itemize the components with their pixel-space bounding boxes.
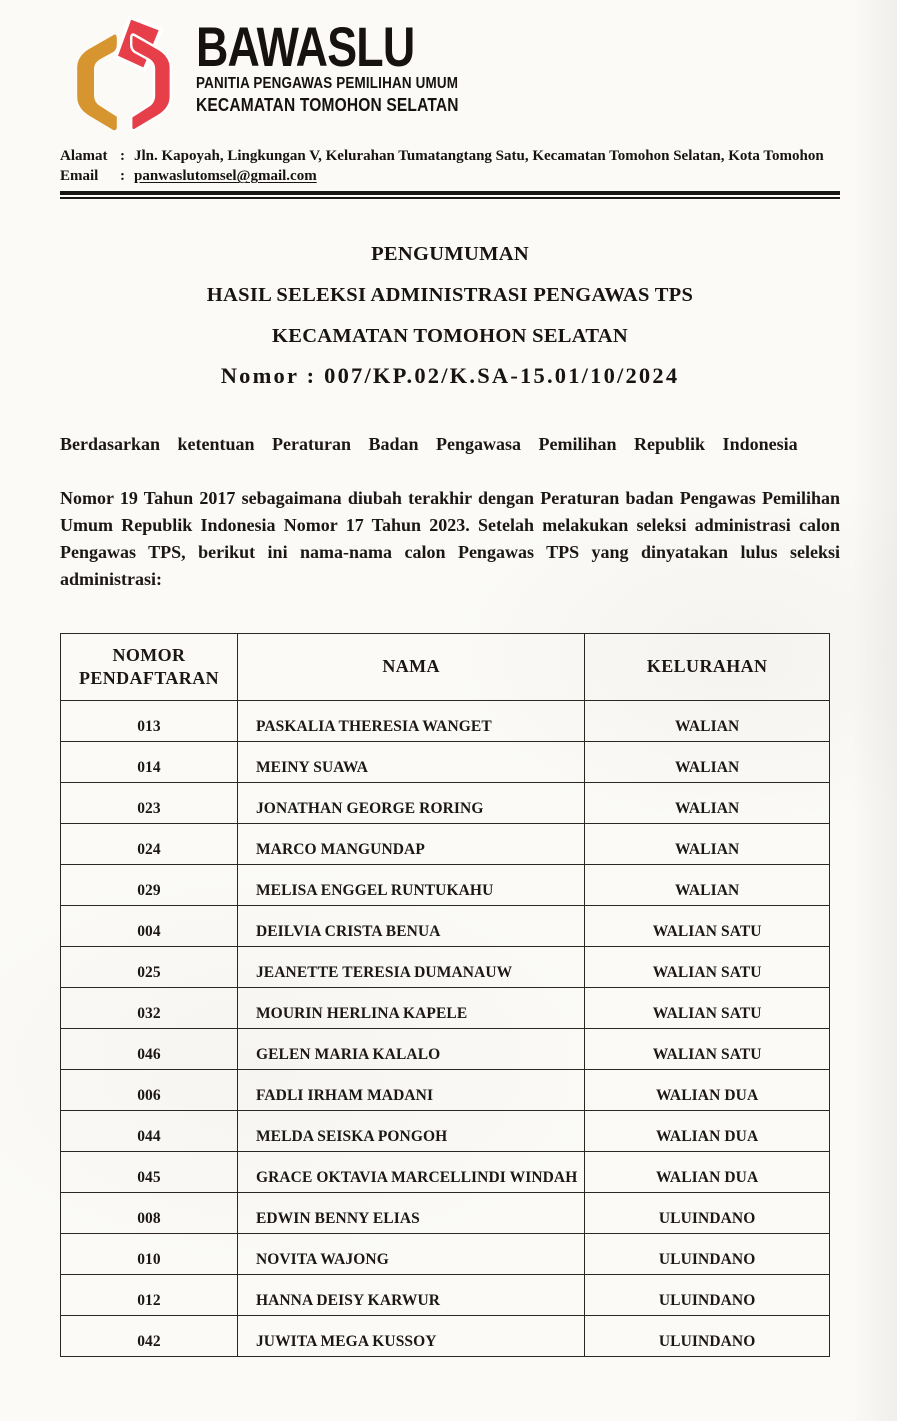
cell-nomor: 014 [61,741,238,782]
cell-kelurahan: WALIAN DUA [585,1151,830,1192]
doc-title-line3: KECAMATAN TOMOHON SELATAN [271,324,629,347]
contact-block [60,146,840,187]
cell-nomor: 013 [61,700,238,741]
cell-nomor: 006 [61,1069,238,1110]
cell-kelurahan: WALIAN [585,741,830,782]
header-nomor-pendaftaran: NOMOR PENDAFTARAN [61,633,238,700]
table-row [61,1315,830,1356]
table-row [61,741,830,782]
table-row [61,946,830,987]
table-row [61,987,830,1028]
cell-nomor: 029 [61,864,238,905]
email-link[interactable]: panwaslutomsel@gmail.com [134,168,317,185]
doc-title-line2: HASIL SELEKSI ADMINISTRASI PENGAWAS TPS [206,283,694,306]
cell-nama: FADLI IRHAM MADANI [237,1069,584,1110]
cell-kelurahan: WALIAN [585,782,830,823]
title-block [60,243,840,389]
cell-kelurahan: ULUINDANO [585,1315,830,1356]
cell-nama: JUWITA MEGA KUSSOY [237,1315,584,1356]
table-row [61,905,830,946]
cell-nama: NOVITA WAJONG [237,1233,584,1274]
cell-nama: HANNA DEISY KARWUR [237,1274,584,1315]
cell-nomor: 024 [61,823,238,864]
cell-nama: MARCO MANGUNDAP [237,823,584,864]
cell-nama: JEANETTE TERESIA DUMANAUW [237,946,584,987]
cell-kelurahan: ULUINDANO [585,1274,830,1315]
table-header-row [61,633,830,700]
cell-kelurahan: WALIAN SATU [585,905,830,946]
address-colon: : [120,148,125,164]
rule-thin-line [60,197,840,199]
cell-nomor: 023 [61,782,238,823]
paragraph-1: Berdasarkan ketentuan Peraturan Badan Pengawasa Pemilihan Republik Indonesia [60,433,798,454]
email-label: Email [60,168,99,185]
table-row [61,823,830,864]
cell-nama: GELEN MARIA KALALO [237,1028,584,1069]
cell-nama: PASKALIA THERESIA WANGET [237,700,584,741]
table-header [61,633,830,700]
cell-nama: EDWIN BENNY ELIAS [237,1192,584,1233]
cell-kelurahan: WALIAN [585,823,830,864]
table-row [61,1151,830,1192]
logo-subtitle-1: PANITIA PENGAWAS PEMILIHAN UMUM [196,75,459,93]
cell-kelurahan: WALIAN SATU [585,1028,830,1069]
cell-kelurahan: WALIAN DUA [585,1069,830,1110]
header-kelurahan: KELURAHAN [585,633,830,700]
cell-nama: JONATHAN GEORGE RORING [237,782,584,823]
table-row [61,1028,830,1069]
paragraph-2: Nomor 19 Tahun 2017 sebagaimana diubah terakhir dengan Peraturan badan Pengawas Pemilihan Umum Republik Indonesia Nomor 17 Tahun 2023. Setelah melakukan seleksi administrasi calon Pengawas TPS, berikut ini nama-nama calon Pengawas TPS yang dinyatakan lulus seleksi administrasi: [60,487,840,589]
cell-nama: MEINY SUAWA [237,741,584,782]
logo-title: BAWASLU [196,15,415,78]
cell-kelurahan: ULUINDANO [585,1192,830,1233]
cell-nomor: 032 [61,987,238,1028]
header-nama: NAMA [237,633,584,700]
email-line [60,166,840,186]
table-row [61,864,830,905]
cell-kelurahan: WALIAN [585,700,830,741]
cell-kelurahan: WALIAN SATU [585,946,830,987]
cell-nama: DEILVIA CRISTA BENUA [237,905,584,946]
table-row [61,1069,830,1110]
cell-nomor: 004 [61,905,238,946]
cell-nama: MELISA ENGGEL RUNTUKAHU [237,864,584,905]
cell-kelurahan: WALIAN DUA [585,1110,830,1151]
cell-nomor: 008 [61,1192,238,1233]
logo-text [196,16,509,115]
cell-nomor: 025 [61,946,238,987]
cell-nomor: 010 [61,1233,238,1274]
cell-nama: MOURIN HERLINA KAPELE [237,987,584,1028]
doc-number: Nomor : 007/KP.02/K.SA-15.01/10/2024 [220,362,680,388]
doc-title-line1: PENGUMUMAN [371,242,529,265]
cell-kelurahan: ULUINDANO [585,1233,830,1274]
ballot-box-icon [60,16,188,136]
table-row [61,782,830,823]
table-row [61,700,830,741]
address-value: Jln. Kapoyah, Lingkungan V, Kelurahan Tumatangtang Satu, Kecamatan Tomohon Selatan, Kota Tomohon [134,148,824,164]
body-text [60,431,840,593]
letterhead [60,16,840,142]
address-label: Alamat [60,148,108,164]
cell-kelurahan: WALIAN [585,864,830,905]
table-row [61,1274,830,1315]
results-table [60,633,830,1357]
table-row [61,1192,830,1233]
table-body [61,700,830,1356]
cell-nomor: 045 [61,1151,238,1192]
double-rule [60,191,840,199]
email-colon: : [120,168,125,185]
cell-nomor: 012 [61,1274,238,1315]
cell-nomor: 042 [61,1315,238,1356]
cell-nomor: 044 [61,1110,238,1151]
cell-nama: MELDA SEISKA PONGOH [237,1110,584,1151]
table-row [61,1110,830,1151]
table-row [61,1233,830,1274]
address-line [60,146,840,166]
cell-nama: GRACE OKTAVIA MARCELLINDI WINDAH [237,1151,584,1192]
cell-nomor: 046 [61,1028,238,1069]
logo-subtitle-2: KECAMATAN TOMOHON SELATAN [196,93,459,115]
cell-kelurahan: WALIAN SATU [585,987,830,1028]
